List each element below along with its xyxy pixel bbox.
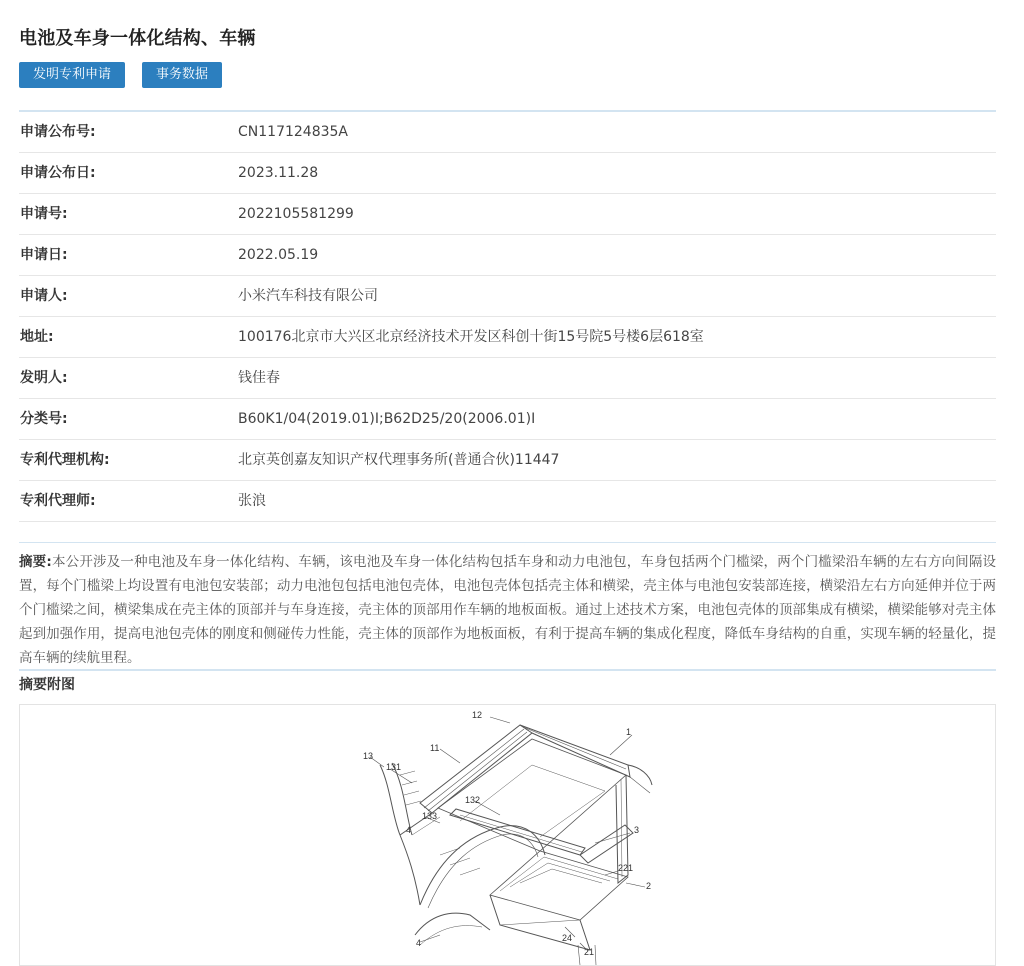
- info-value: 张浪: [238, 493, 266, 509]
- info-label: 发明人:: [20, 370, 68, 386]
- info-row-classification: [19, 399, 996, 440]
- info-row-inventor: [19, 358, 996, 399]
- section-divider: [19, 669, 996, 671]
- info-value: CN117124835A: [238, 124, 348, 140]
- callout-label: 133: [422, 811, 438, 821]
- patent-type-button[interactable]: 发明专利申请: [19, 62, 125, 88]
- callout-label: 24: [562, 933, 573, 943]
- callout-label: 12: [472, 710, 483, 720]
- info-label: 申请日:: [20, 247, 68, 263]
- info-row-publication-date: [19, 153, 996, 194]
- info-value: B60K1/04(2019.01)I;B62D25/20(2006.01)I: [238, 411, 536, 427]
- info-row-agent: [19, 481, 996, 522]
- info-value: 北京英创嘉友知识产权代理事务所(普通合伙)11447: [238, 452, 560, 468]
- figure-title: 摘要附图: [19, 677, 75, 693]
- callout-label: 13: [363, 751, 374, 761]
- callout-label: 21: [584, 947, 595, 957]
- callout-label: 11: [430, 743, 440, 753]
- callout-label: 2: [646, 881, 652, 891]
- info-label: 专利代理师:: [20, 493, 96, 509]
- bibliographic-table: [19, 112, 996, 522]
- info-row-address: [19, 317, 996, 358]
- info-value: 小米汽车科技有限公司: [238, 288, 378, 304]
- info-label: 申请公布号:: [20, 124, 96, 140]
- info-label: 申请人:: [20, 288, 68, 304]
- abstract-text: 本公开涉及一种电池及车身一体化结构、车辆，该电池及车身一体化结构包括车身和动力电池包，车身包括两个门槛梁，两个门槛梁沿车辆的左右方向间隔设置，每个门槛梁上均设置有电池包安装部；动力电池包包括电池包壳体，电池包壳体包括壳主体和横梁，壳主体与电池包安装部连接，横梁沿左右方向延伸并位于两个门槛梁之间，横梁集成在壳主体的顶部并与车身连接，壳主体的顶部用作车辆的地板面板。通过上述技术方案，电池包壳体的顶部集成有横梁，横梁能够对壳主体起到加强作用，提高电池包壳体的刚度和侧碰传力性能，壳主体的顶部作为地板面板，有利于提高车辆的集成化程度，降低车身结构的自重，实现车辆的轻量化，提高车辆的续航里程。: [19, 554, 997, 666]
- callout-label: 4: [416, 938, 422, 948]
- info-value: 钱佳春: [238, 370, 280, 386]
- abstract-figure: [19, 704, 996, 966]
- callout-label: 132: [465, 795, 481, 805]
- info-value: 2023.11.28: [238, 165, 319, 181]
- legal-affairs-button[interactable]: 事务数据: [142, 62, 222, 88]
- info-label: 申请号:: [20, 206, 68, 222]
- info-label: 地址:: [20, 329, 54, 345]
- callout-label: 221: [618, 863, 634, 873]
- callout-label: 3: [634, 825, 640, 835]
- section-divider: [19, 542, 996, 543]
- info-row-agency: [19, 440, 996, 481]
- info-row-application-number: [19, 194, 996, 235]
- info-label: 专利代理机构:: [20, 452, 110, 468]
- abstract-label: 摘要:: [19, 554, 52, 570]
- callout-label: 1: [626, 727, 632, 737]
- info-label: 申请公布日:: [20, 165, 96, 181]
- info-row-applicant: [19, 276, 996, 317]
- callout-label: 4: [406, 825, 412, 835]
- info-row-publication-number: [19, 112, 996, 153]
- info-row-application-date: [19, 235, 996, 276]
- info-label: 分类号:: [20, 411, 68, 427]
- abstract-paragraph: [19, 550, 996, 670]
- page-title: 电池及车身一体化结构、车辆: [19, 28, 256, 49]
- info-value: 100176北京市大兴区北京经济技术开发区科创十街15号院5号楼6层618室: [238, 329, 704, 345]
- callout-label: 131: [386, 762, 402, 772]
- vehicle-body-drawing: [20, 705, 995, 965]
- info-value: 2022.05.19: [238, 247, 319, 263]
- info-value: 2022105581299: [238, 206, 354, 222]
